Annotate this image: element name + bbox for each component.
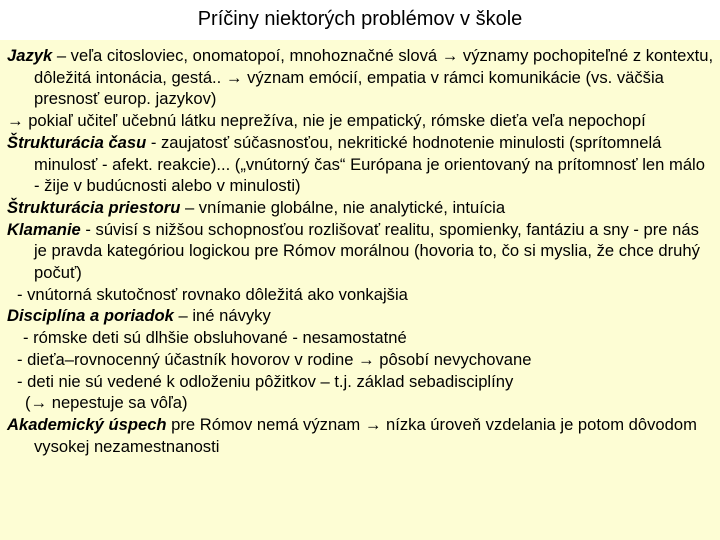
paragraph-inner-reality — [7, 284, 715, 306]
paragraph-time — [7, 132, 715, 197]
paragraph-academic — [7, 414, 715, 457]
paragraph-text: - zaujatosť súčasnosťou, nekritické hodnotenie minulosti (sprítomnelá minulosť - afekt. reakcie)... („vnútorný čas“ Európana je orientovaný na prítomnosť len málo - žije v budúcnosti alebo v minulosti) — [34, 132, 705, 196]
paragraph-gratification — [7, 371, 715, 393]
paragraph-text: - rómske deti sú dlhšie obsluhované - nesamostatné — [23, 328, 407, 348]
paragraph-text: - deti nie sú vedené k odloženiu pôžitkov – t.j. základ sebadisciplíny — [17, 371, 514, 391]
paragraph-will — [7, 392, 715, 414]
paragraph-text: – iné návyky — [173, 306, 271, 326]
paragraph-text: (→ nepestuje sa vôľa) — [25, 393, 188, 413]
paragraph-served — [7, 327, 715, 349]
text-block — [7, 45, 715, 457]
paragraph-text: - súvisí s nižšou schopnosťou rozlišovať realitu, spomienky, fantáziu a sny - pre nás je pravda kategóriou logickou pre Rómov morálnou (hovoria to, čo si myslia, že chce druhý počuť) — [34, 219, 700, 283]
paragraph-space — [7, 197, 715, 219]
term: Klamanie — [7, 219, 81, 239]
paragraph-jazyk — [7, 45, 715, 110]
paragraph-equal-child — [7, 349, 715, 371]
term: Jazyk — [7, 46, 53, 65]
slide-title: Príčiny niektorých problémov v škole — [197, 8, 523, 30]
paragraph-text: - vnútorná skutočnosť rovnako dôležitá ako vonkajšia — [17, 284, 408, 304]
paragraph-lying — [7, 219, 715, 284]
paragraph-text: pre Rómov nemá význam → nízka úroveň vzdelania je potom dôvodom vysokej nezamestnanosti — [34, 414, 697, 456]
paragraph-empathy — [7, 110, 715, 132]
paragraph-text: – veľa citosloviec, onomatopoí, mnohoznačné slová → významy pochopiteľné z kontextu, dôležitá intonácia, gestá.. → význam emócií, empatia v rámci komunikácie (vs. väčšia presnosť europ. jazykov) — [34, 46, 714, 109]
paragraph-text: - dieťa–rovnocenný účastník hovorov v rodine → pôsobí nevychovane — [17, 349, 532, 369]
term: Štrukturácia priestoru — [7, 197, 181, 217]
paragraph-discipline — [7, 305, 715, 327]
paragraph-text: → pokiaľ učiteľ učebnú látku neprežíva, nie je empatický, rómske dieťa veľa nepochopí — [7, 111, 646, 131]
slide-body — [0, 40, 720, 540]
term: Štrukturácia času — [7, 132, 147, 152]
title-bar — [0, 0, 720, 40]
term: Disciplína a poriadok — [7, 306, 174, 326]
paragraph-text: – vnímanie globálne, nie analytické, intuícia — [180, 197, 506, 217]
term: Akademický úspech — [7, 414, 167, 434]
